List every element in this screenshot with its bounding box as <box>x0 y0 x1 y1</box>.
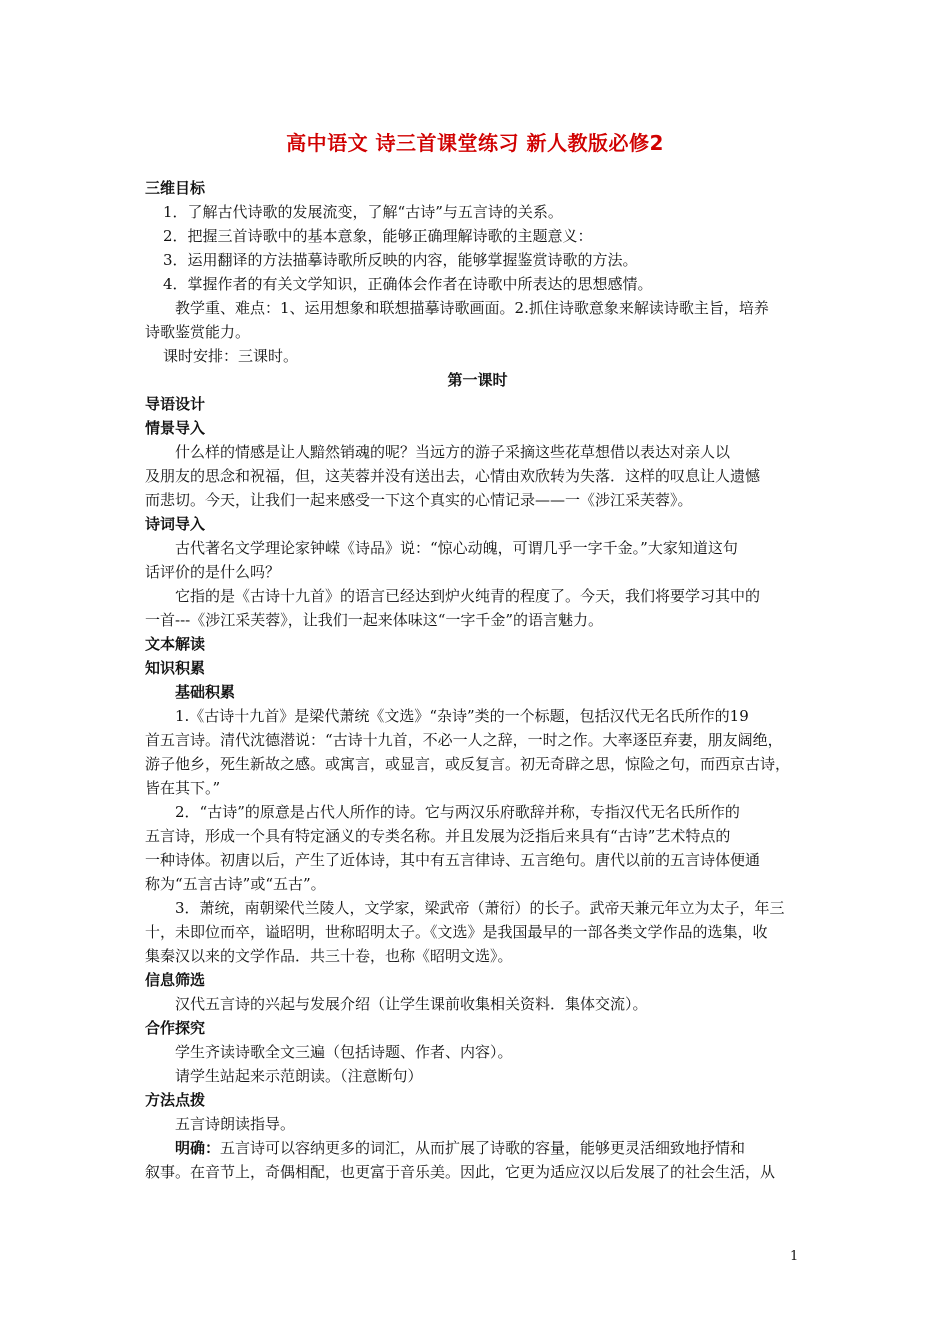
scene-heading: 情景导入 <box>145 419 206 437</box>
objective-item: 3．运用翻译的方法描摹诗歌所反映的内容，能够掌握鉴赏诗歌的方法。 <box>163 251 638 269</box>
basic-3-line: 集秦汉以来的文学作品．共三十卷，也称《昭明文选》。 <box>145 947 513 965</box>
clarify-label: 明确： <box>175 1139 221 1157</box>
intro-heading: 导语设计 <box>145 395 206 413</box>
objective-item: 1．了解古代诗歌的发展流变，了解“古诗”与五言诗的关系。 <box>163 203 563 221</box>
basic-1-line: 1.《古诗十九首》是梁代萧统《文选》“杂诗”类的一个标题，包括汉代无名氏所作的19 <box>175 707 749 725</box>
basic-2-line: 2．“古诗”的原意是占代人所作的诗。它与两汉乐府歌辞并称，专指汉代无名氏所作的 <box>175 803 740 821</box>
clarify-text: 五言诗可以容纳更多的词汇，从而扩展了诗歌的容量，能够更灵活细致地抒情和 <box>220 1139 746 1157</box>
key-points-line: 诗歌鉴赏能力。 <box>145 323 251 341</box>
clarify-line <box>145 1136 810 1160</box>
basic-2-line: 称为“五言古诗”或“五古”。 <box>145 875 326 893</box>
clarify-text-line: 叙事。在音节上，奇偶相配，也更富于音乐美。因此，它更为适应汉以后发展了的社会生活，从 <box>145 1163 776 1181</box>
poem-text-line: 古代著名文学理论家钟嵘《诗品》说：“惊心动魄，可谓几乎一字千金。”大家知道这句 <box>175 539 738 557</box>
poem-heading: 诗词导入 <box>145 515 206 533</box>
scene-text-line: 而悲切。今天，让我们一起来感受一下这个真实的心情记录——一《涉江采芙蓉》。 <box>145 491 693 509</box>
knowledge-heading: 知识积累 <box>145 659 206 677</box>
coop-text: 请学生站起来示范朗读。（注意断句） <box>175 1067 423 1085</box>
schedule-text: 课时安排：三课时。 <box>163 347 299 365</box>
basic-1-line: 皆在其下。” <box>145 779 221 797</box>
method-heading: 方法点拨 <box>145 1091 206 1109</box>
basic-1-line: 首五言诗。清代沈德潜说：“古诗十九首，不必一人之辞，一时之作。大率逐臣弃妻，朋友阔绝， <box>145 731 783 749</box>
basic-3-line: 3．萧统，南朝梁代兰陵人，文学家，梁武帝（萧衍）的长子。武帝天兼元年立为太子，年三 <box>175 899 785 917</box>
poem-text-line: 一首---《涉江采芙蓉》，让我们一起来体味这“一字千金”的语言魅力。 <box>145 611 604 629</box>
basic-heading: 基础积累 <box>175 683 236 701</box>
key-points-line: 教学重、难点：1、运用想象和联想描摹诗歌画面。2.抓住诗歌意象来解读诗歌主旨，培养 <box>175 299 769 317</box>
info-heading: 信息筛选 <box>145 971 206 989</box>
info-text: 汉代五言诗的兴起与发展介绍（让学生课前收集相关资料．集体交流）。 <box>175 995 648 1013</box>
basic-2-line: 五言诗，形成一个具有特定涵义的专类名称。并且发展为泛指后来具有“古诗”艺术特点的 <box>145 827 731 845</box>
poem-text-line: 话评价的是什么吗？ <box>145 563 281 581</box>
page-number: 1 <box>790 1249 799 1264</box>
objective-item: 2．把握三首诗歌中的基本意象，能够正确理解诗歌的主题意义： <box>163 227 593 245</box>
document-title: 高中语文 诗三首课堂练习 新人教版必修2 <box>286 131 664 155</box>
coop-text: 学生齐读诗歌全文三遍（包括诗题、作者、内容）。 <box>175 1043 513 1061</box>
document-body <box>145 176 810 1184</box>
coop-heading: 合作探究 <box>145 1019 206 1037</box>
scene-text-line: 及朋友的思念和祝福，但，这芙蓉并没有送出去，心情由欢欣转为失落．这样的叹息让人遗憾 <box>145 467 761 485</box>
objectives-heading: 三维目标 <box>145 179 206 197</box>
method-text: 五言诗朗读指导。 <box>175 1115 296 1133</box>
basic-2-line: 一种诗体。初唐以后，产生了近体诗，其中有五言律诗、五言绝句。唐代以前的五言诗体便通 <box>145 851 761 869</box>
lesson-title: 第一课时 <box>447 371 508 389</box>
basic-1-line: 游子他乡，死生新故之感。或寓言，或显言，或反复言。初无奇辟之思，惊险之句，而西京古诗， <box>145 755 791 773</box>
scene-text-line: 什么样的情感是让人黯然销魂的呢？当远方的游子采摘这些花草想借以表达对亲人以 <box>175 443 731 461</box>
objective-item: 4．掌握作者的有关文学知识，正确体会作者在诗歌中所表达的思想感情。 <box>163 275 653 293</box>
poem-text-line: 它指的是《古诗十九首》的语言已经达到炉火纯青的程度了。今天，我们将要学习其中的 <box>175 587 761 605</box>
text-heading: 文本解读 <box>145 635 206 653</box>
basic-3-line: 十，未即位而卒，谥昭明，世称昭明太子。《文选》是我国最早的一部各类文学作品的选集，收 <box>145 923 768 941</box>
